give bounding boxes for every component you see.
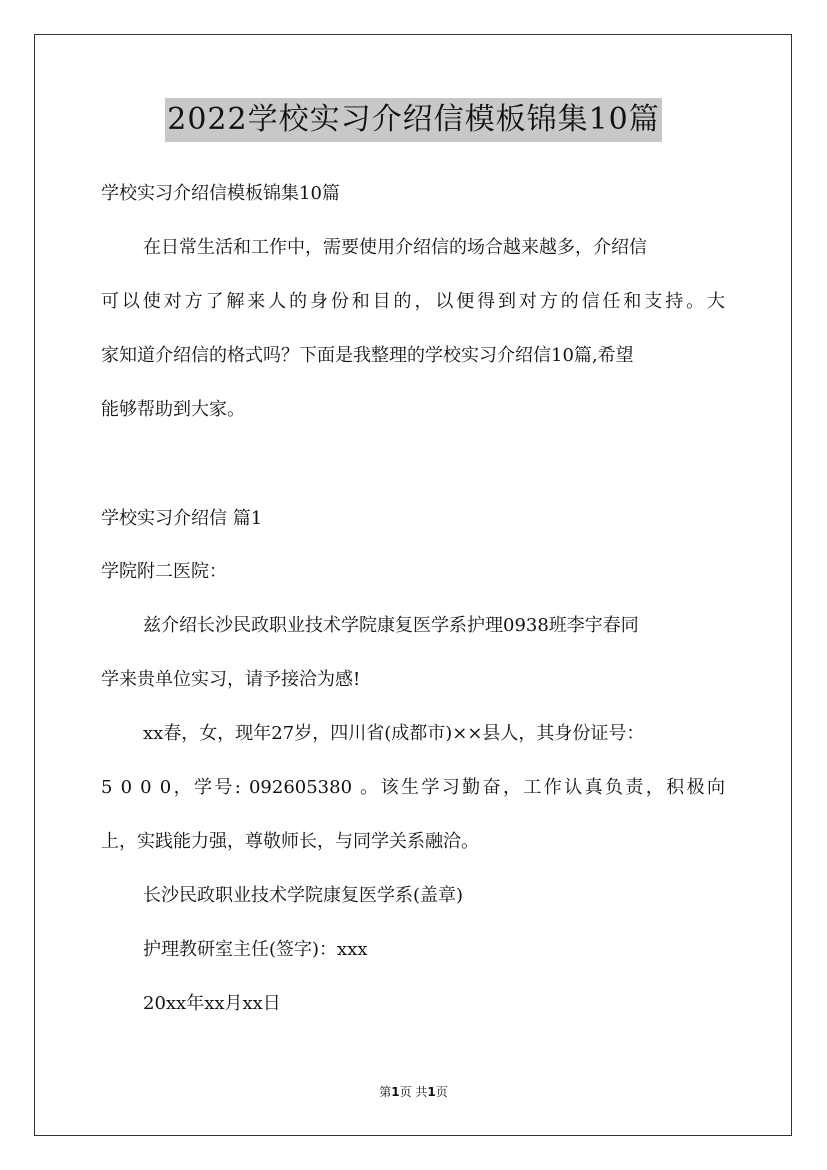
footer-page-number: 1 bbox=[391, 1085, 400, 1099]
intro-line-4: 能够帮助到大家。 bbox=[101, 399, 245, 420]
footer-page-total: 1 bbox=[427, 1085, 436, 1099]
signature-department: 长沙民政职业技术学院康复医学系(盖章) bbox=[143, 885, 464, 906]
signature-director: 护理教研室主任(签字)：xxx bbox=[143, 939, 368, 960]
intro-line-2: 可以使对方了解来人的身份和目的，以便得到对方的信任和支持。大 bbox=[101, 291, 725, 312]
intro-line-1: 在日常生活和工作中，需要使用介绍信的场合越来越多，介绍信 bbox=[143, 237, 647, 258]
body-line-3: xx春，女，现年27岁，四川省(成都市)××县人，其身份证号： bbox=[143, 723, 645, 744]
body-line-2: 学来贵单位实习，请予接洽为感! bbox=[101, 669, 361, 690]
document-subtitle: 学校实习介绍信模板锦集10篇 bbox=[101, 183, 340, 204]
signature-date: 20xx年xx月xx日 bbox=[143, 993, 281, 1014]
footer-page-mid: 页 共 bbox=[399, 1085, 428, 1099]
section-heading: 学校实习介绍信 篇1 bbox=[101, 508, 263, 529]
title-container bbox=[0, 98, 827, 142]
body-line-1: 兹介绍长沙民政职业技术学院康复医学系护理0938班李宇春同 bbox=[143, 615, 639, 636]
letter-salutation: 学院附二医院： bbox=[101, 561, 227, 582]
document-title: 2022学校实习介绍信模板锦集10篇 bbox=[165, 98, 662, 142]
footer-page-prefix: 第 bbox=[379, 1085, 392, 1099]
body-line-5: 上，实践能力强，尊敬师长，与同学关系融洽。 bbox=[101, 831, 479, 852]
footer-page-suffix: 页 bbox=[435, 1085, 448, 1099]
intro-line-3: 家知道介绍信的格式吗？下面是我整理的学校实习介绍信10篇,希望 bbox=[101, 345, 634, 366]
body-line-4: 5 0 0 0，学号: 092605380 。该生学习勤奋，工作认真负责，积极向 bbox=[101, 777, 725, 798]
page-footer bbox=[0, 1084, 827, 1100]
